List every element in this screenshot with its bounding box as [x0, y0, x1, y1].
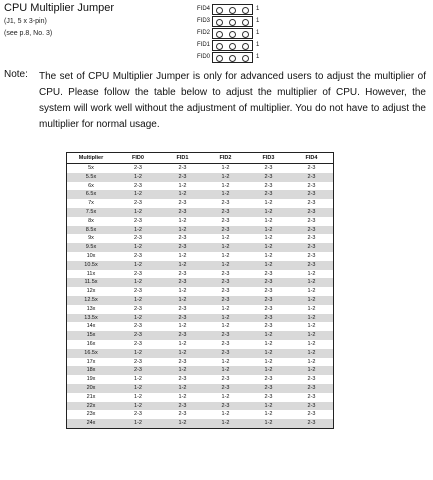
jumper-pin-block — [212, 16, 253, 27]
multiplier-cell: 23x — [86, 411, 96, 418]
fid-setting-cell: 1-2 — [115, 349, 161, 358]
jumper-pin — [242, 31, 249, 38]
multiplier-cell: 12x — [86, 288, 96, 295]
jumper-pin-block — [212, 40, 253, 51]
table-row — [67, 199, 334, 208]
fid-setting-cell: 2-3 — [264, 270, 273, 277]
fid-setting-cell: 1-2 — [247, 366, 290, 375]
table-row — [67, 314, 334, 323]
fid-setting-cell: 1-2 — [115, 402, 161, 411]
fid-setting-cell: 2-3 — [204, 331, 247, 340]
fid-setting-cell: 2-3 — [264, 323, 273, 330]
fid-setting-cell: 1-2 — [264, 411, 273, 418]
fid-setting-cell: 1-2 — [115, 243, 161, 252]
fid-setting-cell: 1-2 — [115, 296, 161, 305]
table-row — [67, 261, 334, 270]
fid-setting-cell: 1-2 — [247, 208, 290, 217]
jumper-pin — [229, 31, 236, 38]
fid-setting-cell: 2-3 — [290, 173, 334, 182]
multiplier-cell: 7.5x — [67, 208, 116, 217]
table-row — [67, 340, 334, 349]
fid-setting-cell: 2-3 — [221, 217, 230, 224]
fid-setting-cell: 1-2 — [307, 288, 316, 295]
fid-setting-cell: 1-2 — [204, 366, 247, 375]
fid-setting-cell: 1-2 — [247, 349, 290, 358]
fid-setting-cell: 2-3 — [307, 217, 316, 224]
multiplier-cell: 22x — [67, 402, 116, 411]
multiplier-cell: 17x — [86, 358, 96, 365]
table-row — [67, 164, 334, 173]
fid-setting-cell: 1-2 — [247, 243, 290, 252]
fid-setting-cell: 2-3 — [221, 200, 230, 207]
fid-setting-cell: 2-3 — [178, 270, 187, 277]
fid-setting-cell: 1-2 — [221, 323, 230, 330]
jumper-label: FID3 — [196, 18, 210, 24]
fid-setting-cell: 2-3 — [178, 305, 187, 312]
table-row — [67, 419, 334, 428]
fid-setting-cell: 2-3 — [178, 200, 187, 207]
multiplier-cell: 13.5x — [67, 314, 116, 323]
fid-setting-cell: 1-2 — [178, 217, 187, 224]
fid-setting-cell: 1-2 — [290, 331, 334, 340]
table-row — [67, 393, 334, 402]
fid-setting-cell: 2-3 — [247, 314, 290, 323]
fid-setting-cell: 2-3 — [134, 165, 142, 171]
fid-setting-cell: 1-2 — [221, 235, 230, 242]
fid-setting-cell: 2-3 — [178, 411, 187, 418]
fid-setting-cell: 2-3 — [161, 208, 204, 217]
fid-setting-cell: 1-2 — [264, 252, 273, 259]
fid-setting-cell: 1-2 — [307, 270, 316, 277]
multiplier-cell: 18x — [67, 366, 116, 375]
note-text: The set of CPU Multiplier Jumper is only for advanced users to adjust the multiplier of CPU. Please follow the table below to adjust the multiplier of CPU. However, the system will work well without the adjustment of multiplier. You do not have to adjust the multiplier for normal usage. — [39, 71, 426, 130]
fid-setting-cell: 2-3 — [161, 173, 204, 182]
table-header-row — [67, 153, 334, 164]
fid-setting-cell: 1-2 — [115, 208, 161, 217]
fid-setting-cell: 2-3 — [247, 173, 290, 182]
fid-setting-cell: 1-2 — [178, 288, 187, 295]
fid-setting-cell: 2-3 — [115, 331, 161, 340]
multiplier-cell: 6.5x — [67, 190, 116, 199]
fid-setting-cell: 1-2 — [178, 252, 187, 259]
fid-setting-cell: 2-3 — [161, 243, 204, 252]
multiplier-cell: 15x — [67, 331, 116, 340]
fid-setting-cell: 1-2 — [221, 252, 230, 259]
jumper-pin — [216, 7, 223, 14]
multiplier-cell: 8x — [88, 217, 94, 224]
fid-setting-cell: 1-2 — [115, 261, 161, 270]
table-row — [67, 234, 334, 243]
fid-setting-cell: 1-2 — [247, 419, 290, 428]
fid-setting-cell: 2-3 — [290, 384, 334, 393]
fid-setting-cell: 1-2 — [307, 323, 316, 330]
fid-setting-cell: 2-3 — [307, 411, 316, 418]
fid-setting-cell: 2-3 — [134, 323, 142, 330]
fid-setting-cell: 1-2 — [221, 393, 230, 400]
pin-one-marker: 1 — [256, 18, 260, 24]
table-row — [67, 173, 334, 182]
table-header-cell: FID0 — [115, 153, 161, 164]
fid-setting-cell: 2-3 — [307, 165, 316, 171]
fid-setting-cell: 2-3 — [204, 296, 247, 305]
table-header-cell: FID2 — [204, 153, 247, 164]
fid-setting-cell: 1-2 — [204, 173, 247, 182]
table-row — [67, 375, 334, 384]
fid-setting-cell: 2-3 — [264, 305, 273, 312]
table-header-cell: FID3 — [247, 153, 290, 164]
table-row — [67, 278, 334, 287]
fid-setting-cell: 1-2 — [247, 402, 290, 411]
jumper-row — [190, 52, 270, 64]
fid-setting-cell: 1-2 — [290, 366, 334, 375]
fid-setting-cell: 2-3 — [290, 226, 334, 235]
fid-setting-cell: 1-2 — [221, 165, 230, 171]
jumper-pin — [242, 43, 249, 50]
fid-setting-cell: 2-3 — [307, 252, 316, 259]
page-reference: (see p.8, No. 3) — [4, 30, 53, 37]
jumper-pin-block — [212, 28, 253, 39]
jumper-pin — [242, 19, 249, 26]
fid-setting-cell: 2-3 — [307, 200, 316, 207]
fid-setting-cell: 2-3 — [307, 376, 316, 383]
pin-one-marker: 1 — [256, 6, 260, 12]
jumper-pin — [216, 43, 223, 50]
multiplier-cell: 21x — [86, 393, 96, 400]
table-row — [67, 402, 334, 411]
table-row — [67, 349, 334, 358]
fid-setting-cell: 2-3 — [264, 288, 273, 295]
fid-setting-cell: 2-3 — [264, 165, 273, 171]
multiplier-cell: 10.5x — [67, 261, 116, 270]
fid-setting-cell: 2-3 — [161, 331, 204, 340]
fid-setting-cell: 1-2 — [161, 190, 204, 199]
table-row — [67, 182, 334, 191]
fid-setting-cell: 2-3 — [134, 358, 142, 365]
fid-setting-cell: 1-2 — [307, 305, 316, 312]
fid-setting-cell: 2-3 — [204, 384, 247, 393]
fid-setting-cell: 2-3 — [134, 411, 142, 418]
fid-setting-cell: 1-2 — [264, 358, 273, 365]
fid-setting-cell: 1-2 — [221, 358, 230, 365]
fid-setting-cell: 1-2 — [161, 419, 204, 428]
fid-setting-cell: 1-2 — [264, 200, 273, 207]
fid-setting-cell: 1-2 — [161, 366, 204, 375]
fid-setting-cell: 2-3 — [247, 278, 290, 287]
fid-setting-cell: 2-3 — [134, 235, 142, 242]
multiplier-cell: 9.5x — [67, 243, 116, 252]
pin-one-marker: 1 — [256, 30, 260, 36]
note-label: Note: — [4, 69, 28, 80]
multiplier-cell: 16.5x — [67, 349, 116, 358]
fid-setting-cell: 1-2 — [290, 278, 334, 287]
fid-setting-cell: 2-3 — [264, 182, 273, 189]
page-title: CPU Multiplier Jumper — [4, 2, 115, 14]
fid-setting-cell: 2-3 — [134, 200, 142, 207]
fid-setting-cell: 1-2 — [221, 305, 230, 312]
table-row — [67, 296, 334, 305]
multiplier-cell: 12.5x — [67, 296, 116, 305]
fid-setting-cell: 2-3 — [290, 402, 334, 411]
jumper-label: FID1 — [196, 42, 210, 48]
jumper-pin — [229, 43, 236, 50]
multiplier-cell: 11x — [86, 270, 96, 277]
fid-setting-cell: 2-3 — [307, 393, 316, 400]
jumper-pin-block — [212, 4, 253, 15]
multiplier-cell: 10x — [86, 252, 96, 259]
fid-setting-cell: 1-2 — [161, 261, 204, 270]
fid-setting-cell: 2-3 — [307, 235, 316, 242]
table-row — [67, 331, 334, 340]
jumper-pin — [229, 19, 236, 26]
fid-setting-cell: 2-3 — [134, 182, 142, 189]
fid-setting-cell: 2-3 — [264, 376, 273, 383]
table-header-cell: FID1 — [161, 153, 204, 164]
multiplier-cell: 5.5x — [67, 173, 116, 182]
jumper-row — [190, 4, 270, 16]
pin-one-marker: 1 — [256, 42, 260, 48]
fid-setting-cell: 2-3 — [221, 340, 230, 347]
table-row — [67, 366, 334, 375]
fid-setting-cell: 2-3 — [221, 288, 230, 295]
fid-setting-cell: 1-2 — [204, 314, 247, 323]
jumper-pin — [242, 55, 249, 62]
fid-setting-cell: 2-3 — [247, 296, 290, 305]
fid-setting-cell: 2-3 — [178, 165, 187, 171]
jumper-location: (J1, 5 x 3-pin) — [4, 18, 47, 25]
table-row — [67, 384, 334, 393]
fid-setting-cell: 1-2 — [264, 340, 273, 347]
fid-setting-cell: 2-3 — [178, 376, 187, 383]
jumper-pin — [216, 31, 223, 38]
table-row — [67, 190, 334, 199]
fid-setting-cell: 1-2 — [204, 190, 247, 199]
multiplier-cell: 5x — [88, 165, 94, 171]
multiplier-cell: 14x — [86, 323, 96, 330]
fid-setting-cell: 2-3 — [134, 305, 142, 312]
fid-setting-cell: 2-3 — [134, 270, 142, 277]
jumper-pin — [229, 7, 236, 14]
fid-setting-cell: 1-2 — [307, 358, 316, 365]
jumper-pin — [216, 55, 223, 62]
fid-setting-cell: 1-2 — [290, 314, 334, 323]
fid-setting-cell: 1-2 — [178, 393, 187, 400]
fid-setting-cell: 1-2 — [221, 182, 230, 189]
fid-setting-cell: 2-3 — [161, 314, 204, 323]
fid-setting-cell: 1-2 — [247, 331, 290, 340]
multiplier-cell: 7x — [88, 200, 94, 207]
fid-setting-cell: 2-3 — [290, 243, 334, 252]
fid-setting-cell: 2-3 — [290, 261, 334, 270]
fid-setting-cell: 2-3 — [161, 402, 204, 411]
table-header-cell: Multiplier — [67, 153, 116, 164]
jumper-row — [190, 40, 270, 52]
fid-setting-cell: 2-3 — [290, 208, 334, 217]
fid-setting-cell: 1-2 — [204, 261, 247, 270]
table-row — [67, 252, 334, 261]
fid-setting-cell: 1-2 — [115, 173, 161, 182]
fid-setting-cell: 2-3 — [134, 288, 142, 295]
fid-setting-cell: 2-3 — [178, 358, 187, 365]
fid-setting-cell: 2-3 — [221, 270, 230, 277]
multiplier-cell: 13x — [86, 305, 96, 312]
multiplier-table — [66, 152, 334, 429]
fid-setting-cell: 1-2 — [221, 411, 230, 418]
fid-setting-cell: 1-2 — [290, 296, 334, 305]
fid-setting-cell: 1-2 — [115, 226, 161, 235]
fid-setting-cell: 2-3 — [178, 235, 187, 242]
fid-setting-cell: 1-2 — [115, 314, 161, 323]
table-row — [67, 270, 334, 279]
fid-setting-cell: 1-2 — [247, 226, 290, 235]
table-row — [67, 217, 334, 226]
fid-setting-cell: 2-3 — [290, 419, 334, 428]
fid-setting-cell: 1-2 — [204, 243, 247, 252]
fid-setting-cell: 1-2 — [115, 278, 161, 287]
fid-setting-cell: 1-2 — [290, 349, 334, 358]
fid-setting-cell: 1-2 — [115, 419, 161, 428]
jumper-row — [190, 28, 270, 40]
fid-setting-cell: 1-2 — [134, 376, 142, 383]
table-row — [67, 358, 334, 367]
fid-setting-cell: 2-3 — [264, 393, 273, 400]
fid-setting-cell: 1-2 — [161, 384, 204, 393]
multiplier-cell: 20x — [67, 384, 116, 393]
table-row — [67, 322, 334, 331]
multiplier-cell: 6x — [88, 182, 94, 189]
jumper-label: FID4 — [196, 6, 210, 12]
fid-setting-cell: 1-2 — [134, 393, 142, 400]
pin-one-marker: 1 — [256, 54, 260, 60]
table-header-cell: FID4 — [290, 153, 334, 164]
table-row — [67, 287, 334, 296]
multiplier-cell: 11.5x — [67, 278, 116, 287]
fid-setting-cell: 2-3 — [161, 278, 204, 287]
multiplier-cell: 9x — [88, 235, 94, 242]
fid-setting-cell: 2-3 — [204, 402, 247, 411]
fid-setting-cell: 2-3 — [221, 376, 230, 383]
fid-setting-cell: 2-3 — [247, 384, 290, 393]
fid-setting-cell: 1-2 — [204, 419, 247, 428]
jumper-pin — [229, 55, 236, 62]
fid-setting-cell: 1-2 — [115, 384, 161, 393]
fid-setting-cell: 2-3 — [134, 252, 142, 259]
jumper-label: FID2 — [196, 30, 210, 36]
fid-setting-cell: 2-3 — [290, 190, 334, 199]
multiplier-cell: 24x — [67, 419, 116, 428]
jumper-pin — [216, 19, 223, 26]
fid-setting-cell: 1-2 — [161, 349, 204, 358]
table-row — [67, 305, 334, 314]
multiplier-cell: 16x — [86, 340, 96, 347]
jumper-label: FID0 — [196, 54, 210, 60]
fid-setting-cell: 2-3 — [204, 278, 247, 287]
table-row — [67, 243, 334, 252]
table-row — [67, 410, 334, 419]
jumper-pin — [242, 7, 249, 14]
fid-setting-cell: 2-3 — [247, 190, 290, 199]
fid-setting-cell: 1-2 — [247, 261, 290, 270]
table-row — [67, 208, 334, 217]
fid-setting-cell: 1-2 — [178, 323, 187, 330]
fid-setting-cell: 1-2 — [115, 190, 161, 199]
fid-setting-cell: 2-3 — [134, 217, 142, 224]
fid-setting-cell: 1-2 — [307, 340, 316, 347]
fid-setting-cell: 1-2 — [161, 296, 204, 305]
fid-setting-cell: 2-3 — [134, 340, 142, 347]
jumper-row — [190, 16, 270, 28]
fid-setting-cell: 1-2 — [264, 217, 273, 224]
fid-setting-cell: 1-2 — [161, 226, 204, 235]
fid-setting-cell: 2-3 — [115, 366, 161, 375]
multiplier-cell: 19x — [86, 376, 96, 383]
fid-setting-cell: 1-2 — [264, 235, 273, 242]
fid-setting-cell: 1-2 — [178, 182, 187, 189]
fid-setting-cell: 2-3 — [204, 349, 247, 358]
fid-setting-cell: 2-3 — [307, 182, 316, 189]
table-row — [67, 226, 334, 235]
multiplier-cell: 8.5x — [67, 226, 116, 235]
fid-setting-cell: 1-2 — [178, 340, 187, 347]
fid-setting-cell: 2-3 — [204, 208, 247, 217]
jumper-pin-block — [212, 52, 253, 63]
fid-setting-cell: 2-3 — [204, 226, 247, 235]
